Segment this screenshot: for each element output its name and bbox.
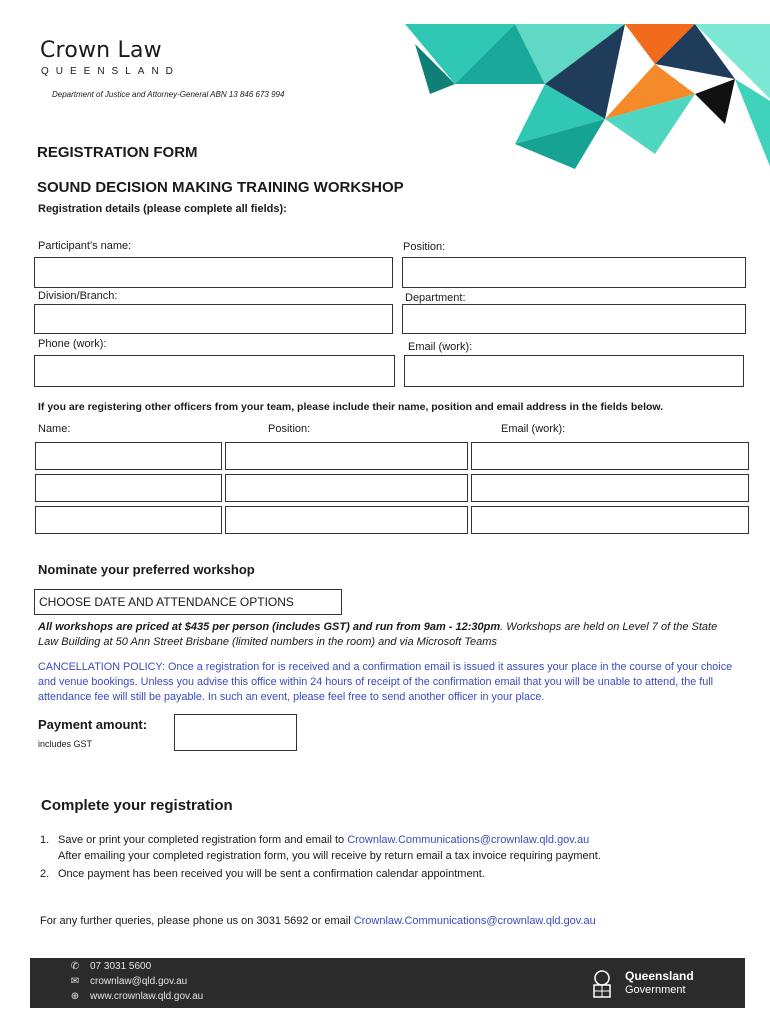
phone-label: Phone (work): — [38, 338, 107, 350]
queensland-crest-icon — [585, 966, 619, 1000]
queries-text — [40, 915, 596, 927]
step-2-number: 2. — [40, 868, 50, 880]
department-input[interactable] — [402, 304, 746, 334]
column-email-label: Email (work): — [501, 423, 566, 435]
step-2 — [40, 866, 601, 882]
workshop-title: SOUND DECISION MAKING TRAINING WORKSHOP — [37, 179, 404, 196]
logo-subtitle: QUEENSLAND — [41, 66, 180, 77]
footer-phone: 07 3031 5600 — [90, 961, 152, 972]
payment-gst-note: includes GST — [38, 739, 93, 749]
nominate-heading: Nominate your preferred workshop — [38, 562, 255, 577]
position-label: Position: — [403, 241, 446, 253]
step-1-text: Save or print your completed registration form and email to — [58, 834, 348, 846]
email-input[interactable] — [404, 355, 744, 387]
footer-web[interactable]: www.crownlaw.qld.gov.au — [90, 991, 204, 1002]
department-line: Department of Justice and Attorney-General ABN 13 846 673 994 — [52, 90, 285, 99]
footer-bar — [30, 958, 745, 1008]
complete-heading: Complete your registration — [41, 797, 233, 814]
payment-amount-input[interactable] — [174, 714, 297, 751]
step-2-text: Once payment has been received you will be sent a confirmation calendar appointment. — [58, 868, 485, 880]
step-1-number: 1. — [40, 834, 50, 846]
officer-1-name-input[interactable] — [35, 442, 222, 470]
form-title: REGISTRATION FORM — [37, 144, 198, 161]
gov-line-2: Government — [625, 984, 686, 996]
queries-prefix: For any further queries, please phone us on 3031 5692 or email — [40, 915, 354, 927]
officer-3-email-input[interactable] — [471, 506, 749, 534]
queries-email-link[interactable]: Crownlaw.Communications@crownlaw.qld.gov.au — [353, 915, 596, 927]
department-label: Department: — [405, 292, 466, 304]
officer-2-email-input[interactable] — [471, 474, 749, 502]
step-1 — [40, 832, 601, 848]
queensland-government-logo — [585, 966, 715, 1000]
column-position-label: Position: — [268, 423, 311, 435]
column-name-label: Name: — [38, 423, 71, 435]
phone-icon: ✆ — [70, 961, 80, 972]
participant-name-label: Participant's name: — [38, 240, 132, 252]
officer-2-name-input[interactable] — [35, 474, 222, 502]
officer-1-position-input[interactable] — [225, 442, 468, 470]
cancellation-policy: CANCELLATION POLICY: Once a registration for is received and a confirmation email is issued it assures your place in the course of your choice and venue bookings. Unless you advise this office within 24 hours of receipt of the confirmation email that you will be unable to attend, the full attendance fee will still be payable. In such an event, please feel free to send another officer in your place. — [38, 661, 733, 703]
decorative-geometric-graphic — [395, 24, 770, 179]
step-1-email-link[interactable]: Crownlaw.Communications@crownlaw.qld.gov.au — [347, 834, 590, 846]
footer-email[interactable]: crownlaw@qld.gov.au — [90, 976, 188, 987]
participant-name-input[interactable] — [34, 257, 393, 288]
email-label: Email (work): — [408, 341, 473, 353]
steps-list — [40, 832, 601, 882]
officer-1-email-input[interactable] — [471, 442, 749, 470]
division-label: Division/Branch: — [38, 290, 118, 302]
officer-3-name-input[interactable] — [35, 506, 222, 534]
pricing-suffix: . Workshops are held on Level 7 of the State Law Building at 50 Ann Street Brisbane (limited numbers in the room) and via Microsoft Teams — [38, 621, 718, 648]
globe-icon: ⊕ — [70, 991, 80, 1002]
officer-2-position-input[interactable] — [225, 474, 468, 502]
other-officers-note: If you are registering other officers from your team, please include their name, position and email address in the fields below. — [38, 401, 664, 413]
payment-amount-label: Payment amount: — [38, 717, 148, 732]
position-input[interactable] — [402, 257, 746, 288]
logo-title: Crown Law — [40, 38, 162, 63]
division-input[interactable] — [34, 304, 393, 334]
phone-input[interactable] — [34, 355, 395, 387]
pricing-bold: $435 per person (includes GST) and run from 9am - 12:30pm — [184, 621, 501, 633]
pricing-prefix: All workshops are priced at — [38, 621, 185, 633]
mail-icon: ✉ — [70, 976, 80, 987]
officer-3-position-input[interactable] — [225, 506, 468, 534]
registration-instructions: Registration details (please complete all fields): — [38, 203, 287, 215]
gov-line-1: Queensland — [625, 969, 694, 983]
workshop-select[interactable]: CHOOSE DATE AND ATTENDANCE OPTIONS — [34, 589, 342, 615]
pricing-text — [38, 620, 738, 650]
step-1-line-2: After emailing your completed registration form, you will receive by return email a tax invoice requiring payment. — [58, 850, 601, 862]
